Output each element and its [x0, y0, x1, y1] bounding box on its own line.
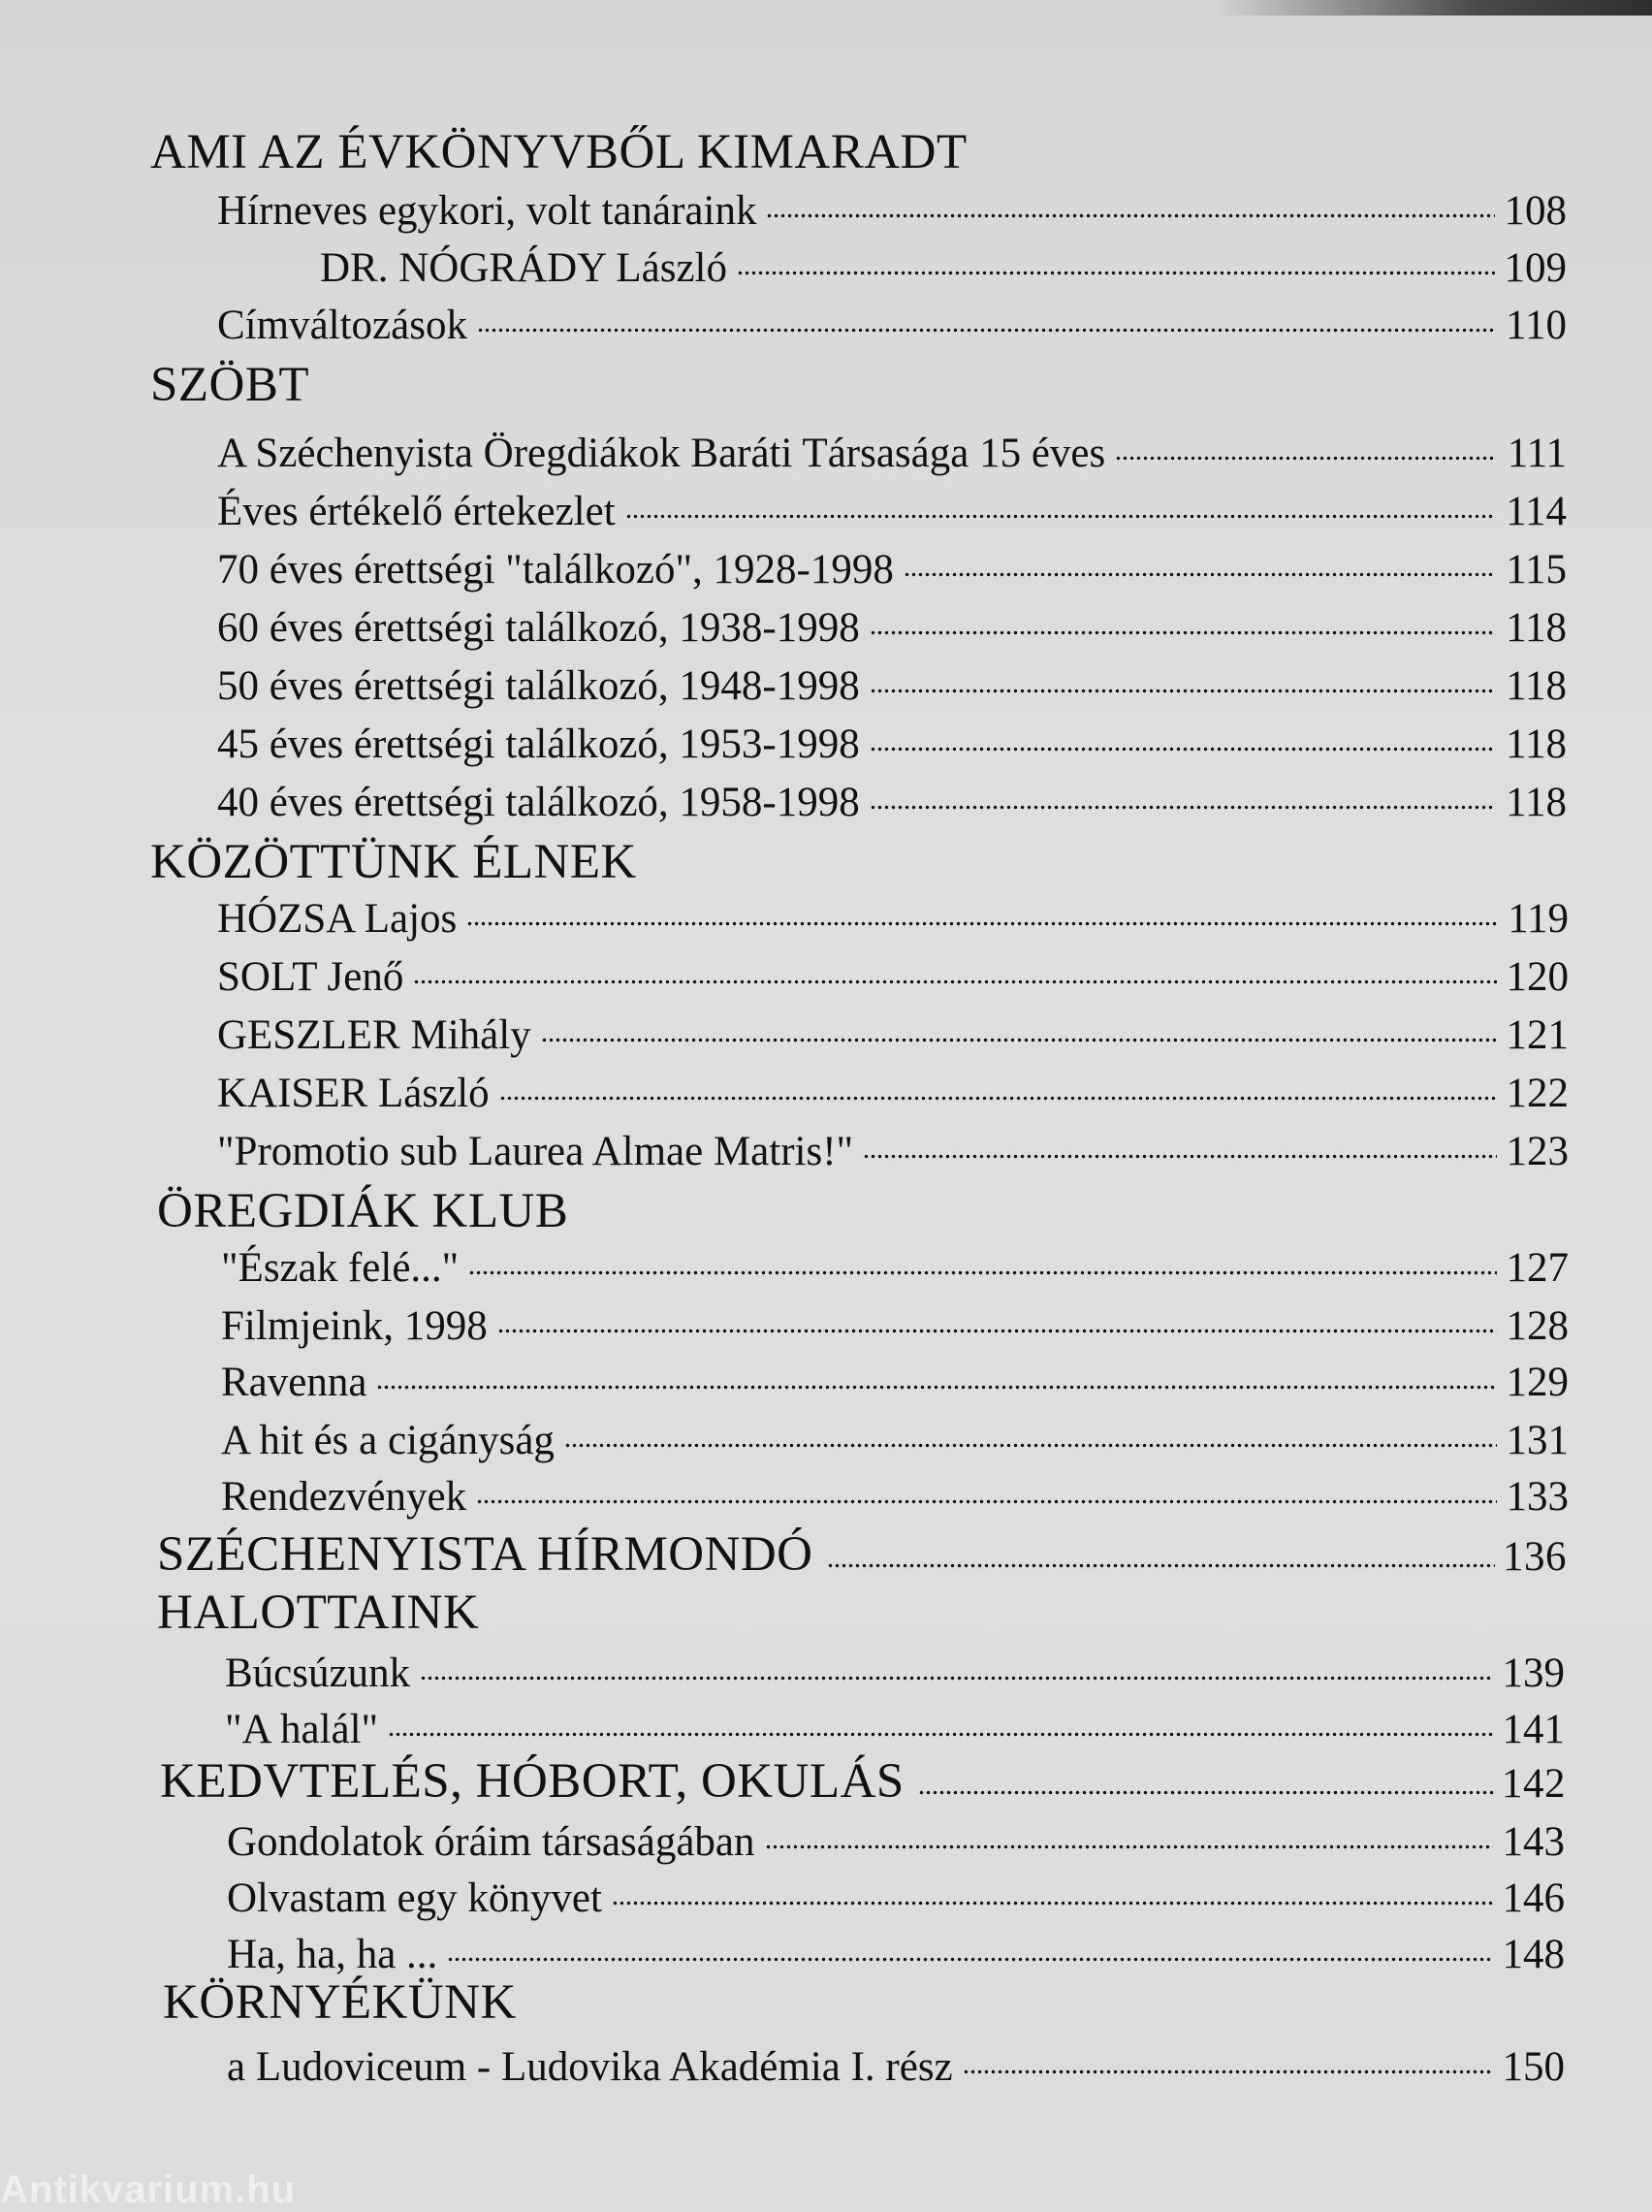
- toc-entry-label: 45 éves érettségi találkozó, 1953-1998: [217, 721, 860, 767]
- leader-dots: [497, 1324, 1497, 1337]
- leader-dots: [827, 1558, 1495, 1572]
- toc-entry-page: 111: [1507, 431, 1567, 476]
- toc-entry-label: Rendezvények: [221, 1474, 467, 1520]
- toc-entry: [221, 1420, 1569, 1461]
- toc-entry-page: 110: [1506, 303, 1567, 348]
- toc-entry-page: 131: [1506, 1418, 1569, 1463]
- toc-entry-page: 118: [1506, 605, 1567, 651]
- toc-entry-label: Ravenna: [221, 1360, 367, 1405]
- toc-entry-label: HÓZSA Lajos: [217, 896, 458, 942]
- toc-entry-label: KAISER László: [217, 1071, 490, 1116]
- toc-entry: [217, 491, 1567, 532]
- section-heading: KÖRNYÉKÜNK: [163, 1975, 517, 2030]
- toc-entry: [217, 190, 1567, 232]
- toc-entry: [227, 2046, 1565, 2088]
- toc-entry-page: 150: [1502, 2044, 1565, 2090]
- toc-entry-label: Éves értékelő értekezlet: [217, 489, 616, 534]
- leader-dots: [737, 266, 1495, 279]
- toc-entry-page: 148: [1502, 1932, 1565, 1977]
- toc-entry-label: Olvastam egy könyvet: [227, 1875, 602, 1921]
- toc-entry-label: "A halál": [225, 1707, 379, 1752]
- toc-entry: [217, 433, 1567, 474]
- leader-dots: [870, 684, 1495, 697]
- toc-entry: [217, 782, 1567, 823]
- leader-dots: [541, 1033, 1497, 1046]
- toc-entry-label: SOLT Jenő: [217, 954, 404, 1000]
- leader-dots: [466, 916, 1497, 930]
- leader-dots: [870, 625, 1495, 639]
- toc-entry-label: A Széchenyista Öregdiákok Baráti Társasága 15 éves: [217, 431, 1106, 476]
- toc-entry: [217, 1073, 1569, 1114]
- page-edge-shadow: [1212, 0, 1652, 16]
- toc-entry-label: 50 éves érettségi találkozó, 1948-1998: [217, 663, 860, 709]
- leader-dots: [870, 742, 1495, 755]
- section-heading: ÖREGDIÁK KLUB: [157, 1184, 569, 1238]
- leader-dots: [863, 1149, 1497, 1163]
- toc-entry: [225, 1652, 1565, 1694]
- watermark: Antikvarium.hu: [0, 2168, 297, 2211]
- leader-dots: [963, 2065, 1493, 2078]
- toc-entry: [221, 1362, 1569, 1403]
- toc-entry-label: a Ludoviceum - Ludovika Akadémia I. rész: [227, 2044, 953, 2090]
- toc-entry: [225, 1709, 1565, 1750]
- leader-dots: [499, 1091, 1497, 1105]
- toc-entry-page: 118: [1506, 780, 1567, 825]
- toc-entry-label: 60 éves érettségi találkozó, 1938-1998: [217, 605, 860, 651]
- toc-entry: [227, 1877, 1565, 1919]
- leader-dots: [476, 1494, 1497, 1508]
- toc-entry-page: 119: [1508, 896, 1569, 942]
- toc-entry-page: 123: [1506, 1129, 1569, 1174]
- toc-entry-label: DR. NÓGRÁDY László: [320, 245, 728, 291]
- leader-dots: [477, 323, 1495, 337]
- section-heading-entry: [157, 1527, 1567, 1582]
- leader-dots: [564, 1438, 1497, 1452]
- section-heading: KÖZÖTTÜNK ÉLNEK: [150, 835, 637, 889]
- toc-entry-page: 129: [1506, 1360, 1569, 1405]
- toc-entry-page: 121: [1506, 1012, 1569, 1058]
- toc-entry: [217, 1131, 1569, 1172]
- toc-entry-page: 120: [1506, 954, 1569, 1000]
- toc-entry: [221, 1476, 1569, 1518]
- toc-entry-label: 70 éves érettségi "találkozó", 1928-1998: [217, 547, 894, 593]
- toc-entry: [221, 1305, 1569, 1347]
- toc-entry-page: 141: [1502, 1707, 1565, 1752]
- toc-entry-page: 114: [1506, 489, 1567, 534]
- leader-dots: [376, 1380, 1497, 1394]
- leader-dots: [870, 800, 1495, 814]
- section-heading: HALOTTAINK: [157, 1586, 480, 1640]
- leader-dots: [918, 1785, 1494, 1799]
- toc-entry-page: 118: [1506, 721, 1567, 767]
- toc-entry-page: 139: [1502, 1651, 1565, 1696]
- leader-dots: [1115, 451, 1495, 465]
- toc-entry-label: Filmjeink, 1998: [221, 1303, 488, 1349]
- toc-entry: [217, 956, 1569, 998]
- toc-entry-page: 128: [1506, 1303, 1569, 1349]
- toc-entry-page: 127: [1506, 1245, 1569, 1291]
- toc-entry-label: Címváltozások: [217, 303, 467, 348]
- leader-dots: [766, 208, 1495, 222]
- toc-entry: [217, 898, 1569, 940]
- toc-entry: [217, 305, 1567, 346]
- toc-entry-label: "Promotio sub Laurea Almae Matris!": [217, 1129, 854, 1174]
- section-heading: SZÉCHENYISTA HÍRMONDÓ: [157, 1527, 813, 1582]
- leader-dots: [625, 509, 1495, 523]
- toc-entry-label: Ha, ha, ha ...: [227, 1932, 438, 1977]
- toc-entry-label: GESZLER Mihály: [217, 1012, 531, 1058]
- toc-entry-label: Gondolatok óráim társaságában: [227, 1819, 755, 1865]
- toc-entry: [227, 1821, 1565, 1863]
- leader-dots: [388, 1727, 1493, 1741]
- leader-dots: [468, 1266, 1497, 1279]
- toc-entry-page: 143: [1502, 1819, 1565, 1865]
- toc-entry-page: 118: [1506, 663, 1567, 709]
- toc-entry-page: 115: [1506, 547, 1567, 593]
- toc-entry: [217, 549, 1567, 591]
- toc-entry: [227, 1934, 1565, 1975]
- section-heading: KEDVTELÉS, HÓBORT, OKULÁS: [160, 1754, 905, 1809]
- toc-entry: [217, 665, 1567, 707]
- toc-entry: [217, 723, 1567, 765]
- leader-dots: [413, 975, 1497, 988]
- toc-entry-page: 109: [1504, 245, 1567, 291]
- section-heading-entry: [160, 1754, 1566, 1809]
- toc-entry: [320, 247, 1567, 289]
- leader-dots: [612, 1896, 1493, 1909]
- section-page: 142: [1502, 1761, 1566, 1807]
- toc-entry-label: A hit és a cigányság: [221, 1418, 555, 1463]
- leader-dots: [904, 567, 1495, 581]
- toc-entry: [221, 1247, 1569, 1289]
- toc-entry-page: 122: [1506, 1071, 1569, 1116]
- toc-entry-label: 40 éves érettségi találkozó, 1958-1998: [217, 780, 860, 825]
- toc-entry-page: 133: [1506, 1474, 1569, 1520]
- leader-dots: [447, 1952, 1493, 1966]
- toc-entry-page: 108: [1504, 188, 1567, 234]
- toc-entry-page: 146: [1502, 1875, 1565, 1921]
- toc-entry-label: Hírneves egykori, volt tanáraink: [217, 188, 757, 234]
- leader-dots: [765, 1840, 1494, 1853]
- toc-entry: [217, 1014, 1569, 1056]
- section-heading: AMI AZ ÉVKÖNYVBŐL KIMARADT: [150, 125, 968, 179]
- toc-entry: [217, 607, 1567, 649]
- toc-entry-label: Búcsúzunk: [225, 1651, 411, 1696]
- section-page: 136: [1503, 1534, 1567, 1580]
- section-heading: SZÖBT: [150, 358, 310, 412]
- toc-entry-label: "Észak felé...": [221, 1245, 460, 1291]
- leader-dots: [420, 1671, 1493, 1684]
